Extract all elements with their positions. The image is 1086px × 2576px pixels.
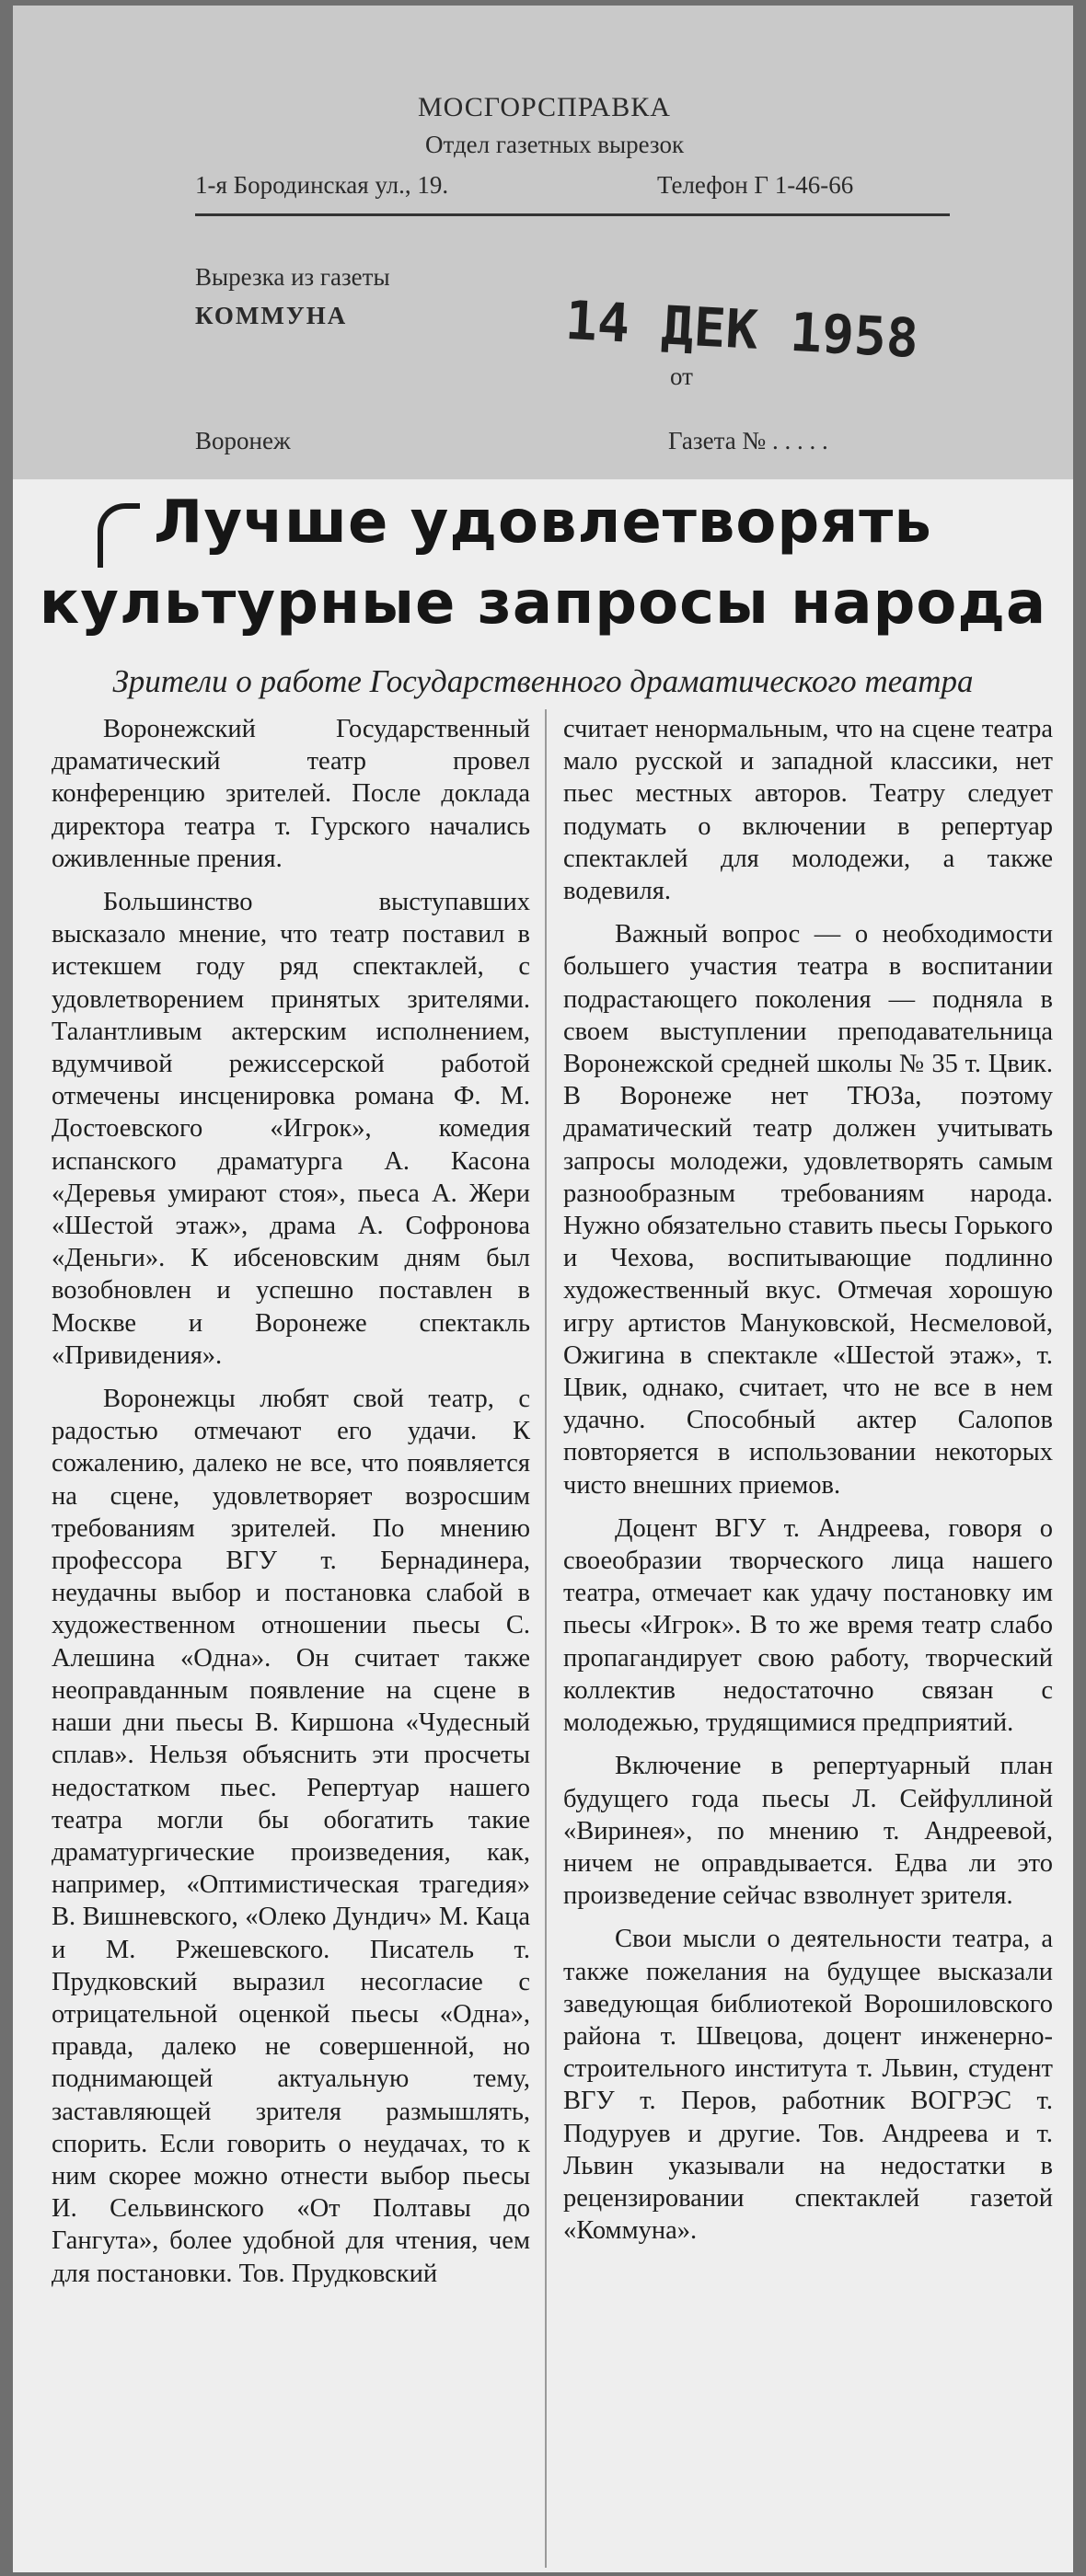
article	[13, 479, 1073, 2572]
clipping-service-header	[13, 6, 1073, 479]
gazette-number-label: Газета № . . . . .	[668, 427, 828, 454]
column-divider	[545, 709, 547, 2568]
article-column-2	[563, 713, 1053, 2258]
paragraph: считает ненормальным, что на сцене театра мало русской и западной классики, нет пьес местных авторов. Театру следует подумать о включении в репертуар спектаклей для молодежи, а также водевиля.	[563, 715, 1053, 906]
paragraph: Воронежский Государственный драматический театр провел конференцию зрителей. После доклада директора театра т. Гурского начались оживленные прения.	[52, 715, 530, 873]
paragraph: Свои мысли о деятельности театра, а также пожелания на будущее высказали заведующая библиотекой Ворошиловского района т. Швецова, доцент инженерно-строительного института т. Львин, студент ВГУ т. Перов, работник ВОГРЭС т. Подуруев и другие. Тов. Андреева и т. Львин указывали на недостатки в рецензировании спектаклей газетой «Коммуна».	[563, 1925, 1053, 2246]
header-rule	[195, 213, 950, 216]
paragraph: Доцент ВГУ т. Андреева, говоря о своеобразии творческого лица нашего театра, отмечает как удачу постановку им пьесы «Игрок». В то же время театр слабо пропагандирует свою работу, творческий коллектив недостаточно связан с молодежью, трудящимися предприятий.	[563, 1513, 1053, 1738]
from-label: от	[670, 362, 693, 390]
service-phone: Телефон Г 1-46-66	[657, 171, 854, 199]
date-stamp: 14 ДЕК 1958	[563, 288, 920, 371]
service-address: 1-я Бородинская ул., 19.	[195, 171, 449, 199]
newspaper-clipping	[13, 6, 1073, 2572]
newspaper-name: КОММУНА	[195, 302, 348, 329]
city-label: Воронеж	[195, 427, 291, 454]
headline-line-1: Лучше удовлетворять	[154, 489, 932, 557]
article-column-1	[52, 713, 530, 2301]
clipping-label: Вырезка из газеты	[195, 263, 390, 291]
paragraph: Воронежцы любят свой театр, с радостью отмечают его удачи. К сожалению, далеко не все, что появляется на сцене, удовлетворяет возросшим требованиям зрителей. По мнению профессора ВГУ т. Бернадинера, неудачны выбор и постановка слабой в художественном отношении пьесы С. Алешина «Одна». Он считает также неоправданным появление на сцене в наши дни пьесы В. Киршона «Чудесный сплав». Нельзя объяснить эти просчеты недостатком пьес. Репертуар нашего театра могли бы обогатить такие драматургические произведения, как, например, «Оптимистическая трагедия» В. Вишневского, «Олеко Дундич» М. Каца и М. Ржешевского. Писатель т. Прудковский выразил несогласие с отрицательной оценкой пьесы «Одна», правда, далеко не совершенной, но поднимающей актуальную тему, заставляющей зрителя размышлять, спорить. Если говорить о неудачах, то к ним скорее можно отнести выбор пьесы И. Сельвинского «От Полтавы до Гангута», более удобной для чтения, чем для постановки. Тов. Прудковский	[52, 1385, 530, 2288]
paragraph: Важный вопрос — о необходимости большего участия театра в воспитании подрастающего поколения — подняла в своем выступлении преподавательница Воронежской средней школы № 35 т. Цвик. В Воронеже нет ТЮЗа, поэтому драматический театр должен учитывать запросы молодежи, удовлетворять самым разнообразным требованиям народа. Нужно обязательно ставить пьесы Горького и Чехова, воспитывающие подлинно художественный вкус. Отмечая хорошую игру артистов Мануковской, Несмеловой, Ожигина в спектакле «Шестой этаж», т. Цвик, однако, считает, что не все в нем удачно. Способный актер Салопов повторяется в использовании некоторых чисто внешних приемов.	[563, 920, 1053, 1500]
agency-name: МОСГОРСПРАВКА	[418, 92, 671, 122]
headline-line-2: культурные запросы народа	[39, 569, 1047, 638]
department-name: Отдел газетных вырезок	[425, 131, 685, 158]
paragraph: Большинство выступавших высказало мнение, что театр поставил в истекшем году ряд спектаклей, с удовлетворением принятых зрителями. Талантливым актерским исполнением, вдумчивой режиссерской работой отмечены инсценировка романа Ф. М. Достоевского «Игрок», комедия испанского драматурга А. Касона «Деревья умирают стоя», пьеса А. Жери «Шестой этаж», драма А. Софронова «Деньги». К ибсеновским дням был возобновлен и успешно поставлен в Москве и Воронеже спектакль «Привидения».	[52, 888, 530, 1370]
subheadline: Зрители о работе Государственного драматического театра	[112, 663, 974, 699]
paragraph: Включение в репертуарный план будущего года пьесы Л. Сейфуллиной «Виринея», по мнению т. Андреевой, ничем не оправдывается. Едва ли это произведение сейчас взволнует зрителя.	[563, 1752, 1053, 1911]
